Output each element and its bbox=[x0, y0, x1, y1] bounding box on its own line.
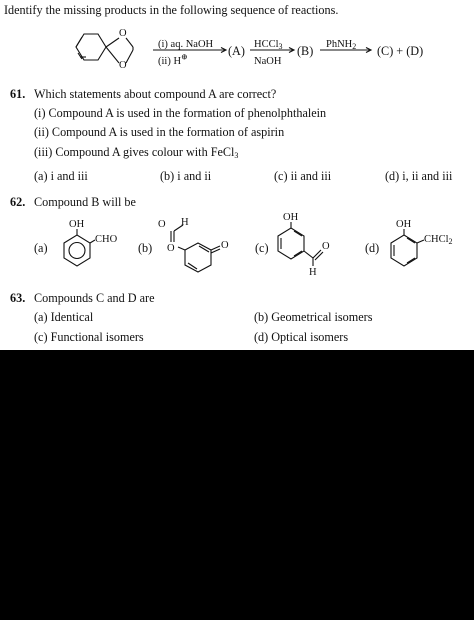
q61-text: Which statements about compound A are correct? bbox=[34, 87, 277, 101]
q62-label-b: (b) bbox=[138, 241, 153, 255]
q63-text: Compounds C and D are bbox=[34, 291, 155, 305]
q63-number: 63. bbox=[10, 291, 26, 305]
q61-option-a: (a) i and iii bbox=[34, 169, 88, 183]
q61-option-b: (b) i and ii bbox=[160, 169, 212, 183]
q63-option-b: (b) Geometrical isomers bbox=[254, 310, 373, 324]
reagent-2-bottom: NaOH bbox=[254, 56, 282, 67]
q61-number: 61. bbox=[10, 87, 26, 101]
q63-option-c: (c) Functional isomers bbox=[34, 330, 144, 344]
reagent-3: PhNH$_2$ bbox=[326, 39, 357, 51]
ring-oxygen-bottom: O bbox=[119, 60, 127, 71]
reagent-1-bottom: (ii) H⊕ bbox=[158, 52, 188, 67]
q62-d-dichloromethyl-label: CHCl$_2$ bbox=[424, 234, 453, 246]
q61-statement-3: (iii) Compound A gives colour with FeCl$_3$ bbox=[34, 145, 239, 160]
q62-c-hydroxyl-label: OH bbox=[283, 212, 299, 223]
q61-statement-2: (ii) Compound A is used in the formation of aspirin bbox=[34, 125, 285, 139]
products-c-d: (C) + (D) bbox=[377, 44, 424, 58]
q62-label-d: (d) bbox=[365, 241, 380, 255]
q62-b-hydrogen: H bbox=[181, 217, 189, 228]
black-empty-area bbox=[0, 350, 474, 620]
q63-option-d: (d) Optical isomers bbox=[254, 330, 349, 344]
q62-b-ketone-oxygen: O bbox=[221, 240, 229, 251]
intro-text: Identify the missing products in the following sequence of reactions. bbox=[4, 3, 339, 17]
q62-b-carbonyl-oxygen: O bbox=[158, 219, 166, 230]
q61-option-d: (d) i, ii and iii bbox=[385, 169, 453, 183]
q62-c-oxygen: O bbox=[322, 241, 330, 252]
q62-a-hydroxyl-label: OH bbox=[69, 219, 85, 230]
reagent-2-top: HCCl$_3$ bbox=[254, 39, 283, 51]
q62-label-a: (a) bbox=[34, 241, 48, 255]
product-a: (A) bbox=[228, 44, 245, 58]
q61-statement-1: (i) Compound A is used in the formation of phenolphthalein bbox=[34, 106, 327, 120]
q62-a-aldehyde-label: CHO bbox=[95, 234, 118, 245]
reagent-1-top: (i) aq. NaOH bbox=[158, 39, 214, 50]
q63-option-a: (a) Identical bbox=[34, 310, 94, 324]
q61-option-c: (c) ii and iii bbox=[274, 169, 332, 183]
q62-label-c: (c) bbox=[255, 241, 269, 255]
ring-oxygen-top: O bbox=[119, 28, 127, 39]
q62-number: 62. bbox=[10, 195, 26, 209]
q62-c-hydrogen: H bbox=[309, 267, 317, 278]
q62-d-hydroxyl-label: OH bbox=[396, 219, 412, 230]
product-b: (B) bbox=[297, 44, 314, 58]
q62-b-ring-oxygen: O bbox=[167, 243, 175, 254]
q62-text: Compound B will be bbox=[34, 195, 136, 209]
